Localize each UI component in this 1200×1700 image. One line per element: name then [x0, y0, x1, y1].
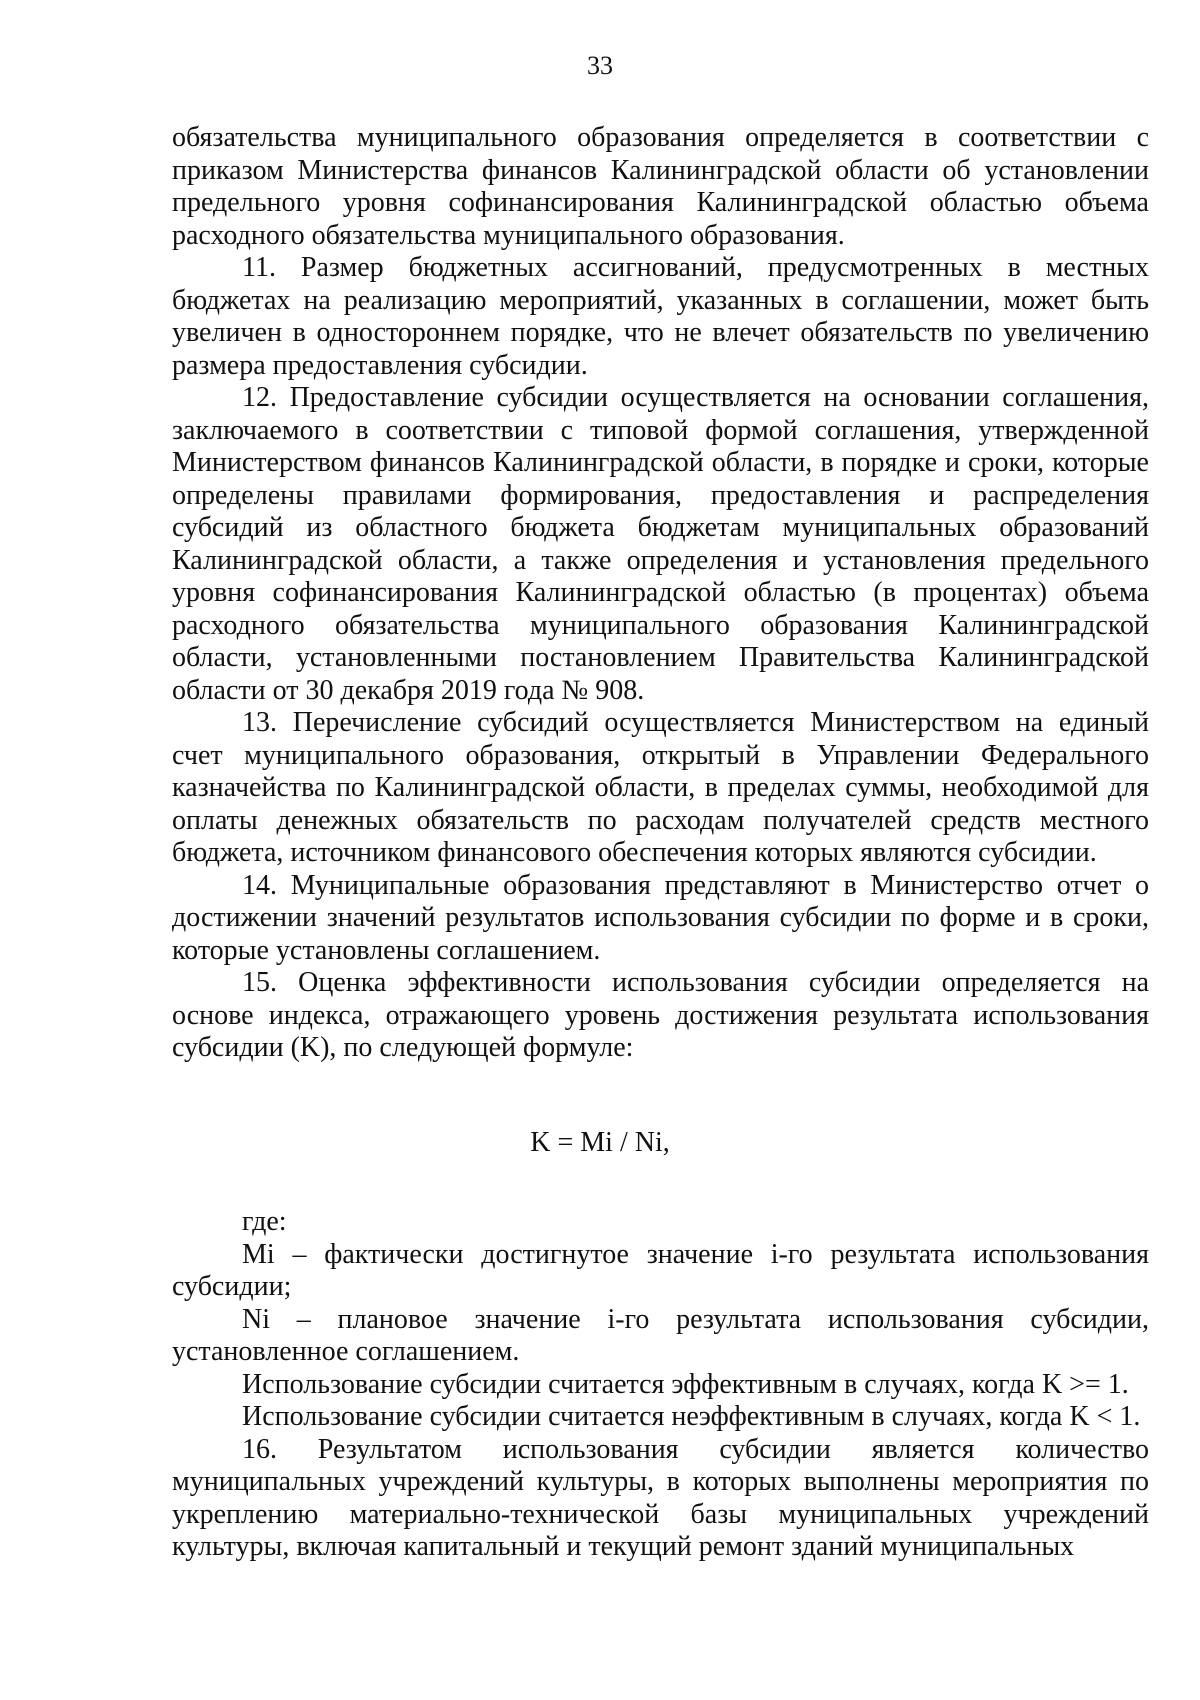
- paragraph-15: 15. Оценка эффективности использования субсидии определяется на основе индекса, отражающего уровень достижения результата использования субсидии (K), по следующей формуле:: [172, 967, 1149, 1063]
- paragraph-16: 16. Результатом использования субсидии является количество муниципальных учреждений культуры, в которых выполнены мероприятия по укреплению материально-технической базы муниципальных учреждений культуры, включая капитальный и текущий ремонт зданий муниципальных: [172, 1433, 1149, 1562]
- definition-ni: Ni – плановое значение i-го результата использования субсидии, установленное соглашением.: [172, 1303, 1149, 1367]
- effective-condition: Использование субсидии считается эффективным в случаях, когда K >= 1.: [242, 1368, 1129, 1400]
- paragraph-12: 12. Предоставление субсидии осуществляется на основании соглашения, заключаемого в соответствии с типовой формой соглашения, утвержденной Министерством финансов Калининградской области, в порядке и сроки, которые определены правилами формирования, предоставления и распределения субсидий из областного бюджета бюджетам муниципальных образований Калининградской области, а также определения и установления предельного уровня софинансирования Калининградской областью (в процентах) объема расходного обязательства муниципального образования Калининградской области, установленными постановлением Правительства Калининградской области от 30 декабря 2019 года № 908.: [172, 382, 1149, 706]
- page-number: 33: [587, 51, 613, 80]
- body-text-bottom: [172, 1206, 1149, 1564]
- paragraph-13: 13. Перечисление субсидий осуществляется Министерством на единый счет муниципального образования, открытый в Управлении Федерального казначейства по Калининградской области, в пределах суммы, необходимой для оплаты денежных обязательств по расходам получателей средств местного бюджета, источником финансового обеспечения которых являются субсидии.: [172, 707, 1149, 868]
- where-label: где:: [242, 1206, 287, 1237]
- body-text-top: [172, 122, 1149, 1065]
- formula: K = Mi / Ni,: [530, 1127, 670, 1158]
- paragraph-continuation: обязательства муниципального образования определяется в соответствии с приказом Министерства финансов Калининградской области об установлении предельного уровня софинансирования Калининградской областью объема расходного обязательства муниципального образования.: [172, 122, 1149, 251]
- definition-mi: Mi – фактически достигнутое значение i-го результата использования субсидии;: [172, 1238, 1149, 1302]
- ineffective-condition: Использование субсидии считается неэффективным в случаях, когда K < 1.: [242, 1401, 1141, 1432]
- paragraph-11: 11. Размер бюджетных ассигнований, предусмотренных в местных бюджетах на реализацию мероприятий, указанных в соглашении, может быть увеличен в одностороннем порядке, что не влечет обязательств по увеличению размера предоставления субсидии.: [172, 252, 1149, 381]
- paragraph-14: 14. Муниципальные образования представляют в Министерство отчет о достижении значений результатов использования субсидии по форме и в сроки, которые установлены соглашением.: [172, 869, 1149, 966]
